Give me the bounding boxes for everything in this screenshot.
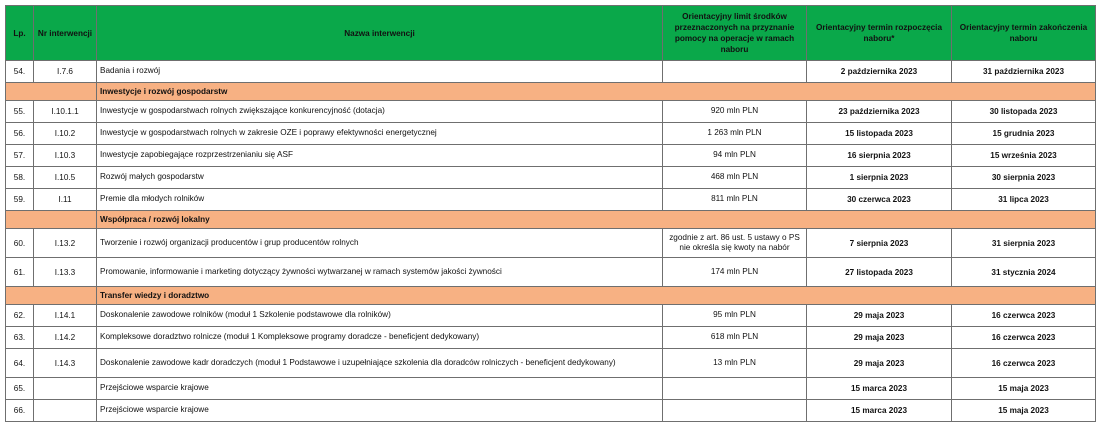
cell-end: 31 sierpnia 2023 [952, 229, 1096, 258]
cell-end: 30 listopada 2023 [952, 101, 1096, 123]
cell-start: 15 marca 2023 [807, 378, 952, 400]
cell-name: Doskonalenie zawodowe kadr doradczych (moduł 1 Podstawowe i uzupełniające szkolenia dla doradców rolniczych - beneficjent dedykowany) [97, 349, 663, 378]
cell-limit: 618 mln PLN [663, 327, 807, 349]
section-title: Transfer wiedzy i doradztwo [97, 287, 1096, 305]
cell-name: Przejściowe wsparcie krajowe [97, 400, 663, 422]
cell-end: 31 października 2023 [952, 61, 1096, 83]
cell-limit: 94 mln PLN [663, 145, 807, 167]
section-spacer [6, 287, 97, 305]
table-row [6, 305, 1096, 327]
cell-limit [663, 378, 807, 400]
cell-nr: I.10.3 [34, 145, 97, 167]
cell-start: 30 czerwca 2023 [807, 189, 952, 211]
cell-name: Inwestycje zapobiegające rozprzestrzenianiu się ASF [97, 145, 663, 167]
cell-nr: I.10.2 [34, 123, 97, 145]
cell-limit: zgodnie z art. 86 ust. 5 ustawy o PS nie określa się kwoty na nabór [663, 229, 807, 258]
cell-end: 15 maja 2023 [952, 400, 1096, 422]
cell-end: 15 maja 2023 [952, 378, 1096, 400]
cell-nr: I.14.1 [34, 305, 97, 327]
cell-name: Doskonalenie zawodowe rolników (moduł 1 Szkolenie podstawowe dla rolników) [97, 305, 663, 327]
cell-start: 16 sierpnia 2023 [807, 145, 952, 167]
header-start: Orientacyjny termin rozpoczęcia naboru* [807, 6, 952, 61]
header-nr: Nr interwencji [34, 6, 97, 61]
cell-lp: 58. [6, 167, 34, 189]
cell-limit: 13 mln PLN [663, 349, 807, 378]
cell-nr: I.11 [34, 189, 97, 211]
cell-name: Tworzenie i rozwój organizacji producentów i grup producentów rolnych [97, 229, 663, 258]
table-row [6, 327, 1096, 349]
cell-limit: 811 mln PLN [663, 189, 807, 211]
cell-name: Inwestycje w gospodarstwach rolnych w zakresie OZE i poprawy efektywności energetycznej [97, 123, 663, 145]
cell-start: 23 października 2023 [807, 101, 952, 123]
cell-start: 29 maja 2023 [807, 327, 952, 349]
cell-end: 16 czerwca 2023 [952, 349, 1096, 378]
cell-nr [34, 378, 97, 400]
cell-nr: I.13.3 [34, 258, 97, 287]
interventions-table [5, 5, 1096, 422]
table-row [6, 400, 1096, 422]
table-body [6, 61, 1096, 422]
table-header [6, 6, 1096, 61]
cell-nr: I.10.1.1 [34, 101, 97, 123]
cell-name: Inwestycje w gospodarstwach rolnych zwiększające konkurencyjność (dotacja) [97, 101, 663, 123]
cell-limit [663, 400, 807, 422]
cell-name: Przejściowe wsparcie krajowe [97, 378, 663, 400]
cell-limit: 468 mln PLN [663, 167, 807, 189]
cell-end: 15 września 2023 [952, 145, 1096, 167]
header-name: Nazwa interwencji [97, 6, 663, 61]
section-title: Inwestycje i rozwój gospodarstw [97, 83, 1096, 101]
cell-limit: 1 263 mln PLN [663, 123, 807, 145]
table-row [6, 167, 1096, 189]
cell-lp: 63. [6, 327, 34, 349]
section-spacer [6, 211, 97, 229]
cell-nr [34, 400, 97, 422]
cell-limit: 920 mln PLN [663, 101, 807, 123]
cell-lp: 59. [6, 189, 34, 211]
header-row [6, 6, 1096, 61]
cell-limit: 174 mln PLN [663, 258, 807, 287]
cell-lp: 56. [6, 123, 34, 145]
cell-start: 15 marca 2023 [807, 400, 952, 422]
section-row [6, 83, 1096, 101]
cell-end: 30 sierpnia 2023 [952, 167, 1096, 189]
cell-name: Kompleksowe doradztwo rolnicze (moduł 1 Kompleksowe programy doradcze - beneficjent dedykowany) [97, 327, 663, 349]
table-row [6, 61, 1096, 83]
cell-name: Premie dla młodych rolników [97, 189, 663, 211]
cell-nr: I.7.6 [34, 61, 97, 83]
cell-lp: 66. [6, 400, 34, 422]
cell-start: 2 października 2023 [807, 61, 952, 83]
cell-end: 15 grudnia 2023 [952, 123, 1096, 145]
header-limit: Orientacyjny limit środków przeznaczonych na przyznanie pomocy na operacje w ramach naboru [663, 6, 807, 61]
table-row [6, 189, 1096, 211]
cell-name: Rozwój małych gospodarstw [97, 167, 663, 189]
header-lp: Lp. [6, 6, 34, 61]
cell-start: 29 maja 2023 [807, 349, 952, 378]
cell-nr: I.10.5 [34, 167, 97, 189]
cell-end: 16 czerwca 2023 [952, 327, 1096, 349]
cell-start: 1 sierpnia 2023 [807, 167, 952, 189]
cell-limit: 95 mln PLN [663, 305, 807, 327]
table-row [6, 258, 1096, 287]
table-row [6, 101, 1096, 123]
cell-nr: I.14.3 [34, 349, 97, 378]
header-end: Orientacyjny termin zakończenia naboru [952, 6, 1096, 61]
cell-name: Promowanie, informowanie i marketing dotyczący żywności wytwarzanej w ramach systemów jakości żywności [97, 258, 663, 287]
cell-lp: 61. [6, 258, 34, 287]
cell-lp: 54. [6, 61, 34, 83]
cell-start: 29 maja 2023 [807, 305, 952, 327]
table-row [6, 145, 1096, 167]
section-title: Współpraca / rozwój lokalny [97, 211, 1096, 229]
table-row [6, 349, 1096, 378]
cell-lp: 65. [6, 378, 34, 400]
cell-start: 7 sierpnia 2023 [807, 229, 952, 258]
cell-start: 27 listopada 2023 [807, 258, 952, 287]
section-row [6, 211, 1096, 229]
cell-name: Badania i rozwój [97, 61, 663, 83]
cell-lp: 64. [6, 349, 34, 378]
section-spacer [6, 83, 97, 101]
table-row [6, 378, 1096, 400]
table-row [6, 229, 1096, 258]
cell-limit [663, 61, 807, 83]
section-row [6, 287, 1096, 305]
cell-lp: 62. [6, 305, 34, 327]
cell-start: 15 listopada 2023 [807, 123, 952, 145]
table-row [6, 123, 1096, 145]
cell-lp: 55. [6, 101, 34, 123]
cell-end: 31 lipca 2023 [952, 189, 1096, 211]
cell-lp: 57. [6, 145, 34, 167]
cell-lp: 60. [6, 229, 34, 258]
cell-nr: I.14.2 [34, 327, 97, 349]
cell-end: 31 stycznia 2024 [952, 258, 1096, 287]
cell-nr: I.13.2 [34, 229, 97, 258]
cell-end: 16 czerwca 2023 [952, 305, 1096, 327]
